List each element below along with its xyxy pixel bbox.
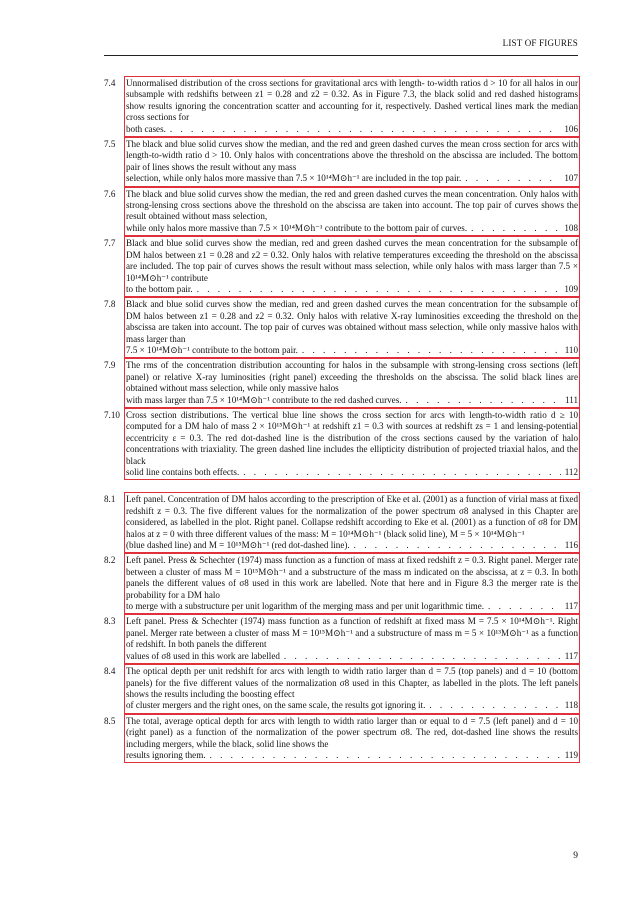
- figure-number: 8.2: [104, 555, 116, 566]
- dot-leader: [406, 395, 562, 406]
- page-ref: 112: [564, 467, 578, 477]
- toc-entry-8-3[interactable]: [104, 616, 578, 662]
- page-ref: 116: [564, 540, 578, 551]
- figure-number: 7.4: [104, 78, 116, 88]
- toc-entry-8-2[interactable]: [104, 555, 578, 612]
- dot-leader: [488, 601, 561, 612]
- figure-number: 8.4: [104, 666, 116, 677]
- figure-number: 7.7: [104, 238, 116, 249]
- entry-text: Left panel. Concentration of DM halos according to the prescription of Eke et al. (2001) as a function of virial mass at fixed redshift z = 0.3. The five different values for the normalization of the power spectrum σ8 analysed in this Chapter are considered, as labelled in the plot. Right panel. Collapse redshift according to Eke et al. (2001) as a function of σ8 for DM halos at z = 0 with three different values of the mass: M = 10¹⁴M⊙h⁻¹ (black solid line), M = 5 × 10¹⁴M⊙h⁻¹ (blue dashed line) and M = 10¹⁵M⊙h⁻¹ (red dot-dashed line). . . . 116: [126, 494, 578, 551]
- entry-text: The optical depth per unit redshift for arcs with length to width ratio larger than d = 7.5 (top panels) and d = 10 (bottom panels) for the five different values of the normalization σ8 used in this Chapter, as labelled in the plots. The left panels shows the results including the boosting effect of cluster mergers and the right ones, on the same scale, the results got ignoring it. . . . 118: [126, 666, 578, 712]
- dot-leader: [243, 467, 560, 478]
- entry-text: Left panel. Press & Schechter (1974) mass function as a function of mass at fixed redshift z = 0.3. Right panel. Merger rate between a cluster of mass M = 10¹⁵M⊙h⁻¹ and a substructure of the mass m indicated on the abscissa, at z = 0.3. In both panels the different values of σ8 used in this work are labelled. Note that here and in Figure 8.3 the merger rate is the probability for a DM halo to merge with a substructure per unit logarithm of the merging mass and per unit logarithmic time. . . . 117: [126, 555, 578, 612]
- page-ref: 118: [564, 700, 578, 711]
- dot-leader: [429, 700, 560, 711]
- figure-number: 8.5: [104, 715, 116, 726]
- page-ref: 107: [564, 173, 578, 184]
- header-rule: [104, 55, 578, 56]
- page-ref: 119: [564, 749, 578, 760]
- toc-entry-7-5[interactable]: [104, 139, 578, 185]
- toc-entry-7-9[interactable]: [104, 360, 578, 406]
- figure-number: 7.8: [104, 299, 116, 310]
- toc-entry-7-4[interactable]: [104, 78, 578, 135]
- dot-leader: [284, 651, 561, 662]
- page-ref: 117: [564, 650, 578, 661]
- entry-text: The rms of the concentration distribution accounting for halos in the subsample with strong-lensing cross sections (left panel) or relative X-ray luminosities (right panel) exceeding the thresholds on the abscissa. The solid black lines are obtained without mass selection, while only massive halos with mass larger than 7.5 × 10¹⁴M⊙h⁻¹ contribute to the red dashed curves. . . . 111: [126, 360, 578, 406]
- dot-leader: [210, 750, 561, 761]
- page-ref: 111: [565, 394, 578, 405]
- dot-leader: [465, 173, 560, 184]
- dot-leader: [197, 284, 561, 295]
- figure-number: 8.1: [104, 494, 116, 505]
- dot-leader: [170, 124, 560, 135]
- toc-entry-7-7[interactable]: [104, 238, 578, 295]
- figure-number: 7.5: [104, 139, 116, 150]
- dot-leader: [302, 345, 561, 356]
- toc-entry-8-1[interactable]: [104, 494, 578, 551]
- entry-text: The black and blue solid curves show the median, the red and green dashed curves the mean concentration. Only halos with strong-lensing cross sections above the threshold on the abscissa are taken into account. The top pair of curves shows the result obtained without mass selection, while only halos more massive than 7.5 × 10¹⁴M⊙h⁻¹ contribute to the bottom pair of curves. . . . 108: [126, 189, 578, 235]
- page-ref: 108: [564, 222, 578, 233]
- dot-leader: [354, 540, 561, 551]
- dot-leader: [471, 223, 560, 234]
- entry-text: Cross section distributions. The vertical blue line shows the cross section for arcs with length-to-width ratio d ≥ 10 computed for a DM halo of mass 2 × 10¹⁵M⊙h⁻¹ at redshift z1 = 0.3 with sources at redshift zs = 1 and lensing-potential eccentricity ε = 0.3. The red dot-dashed line is the distribution of the cross sections caused by the variation of halo concentrations with triaxiality. The green dashed line includes the ellipticity distribution of projected triaxial halos, and the black solid line contains both effects. . . . 112: [126, 410, 578, 478]
- page-ref: 117: [564, 601, 578, 612]
- page-ref: 106: [564, 123, 578, 134]
- toc-entry-8-4[interactable]: [104, 666, 578, 712]
- toc-entry-8-5[interactable]: [104, 716, 578, 762]
- figure-number: 7.10: [104, 409, 120, 420]
- entry-text: The black and blue solid curves show the median, and the red and green dashed curves the mean cross section for arcs with length-to-width ratio d > 10. Only halos with concentrations above the threshold on the abscissa are included. The bottom pair of lines shows the result without any mass selection, while only halos more massive than 7.5 × 10¹⁴M⊙h⁻¹ are included in the top pair. . . . 107: [126, 139, 578, 185]
- figure-number: 7.6: [104, 188, 116, 199]
- entry-text: Black and blue solid curves show the median, red and green dashed curves the mean concentration for the subsample of DM halos between z1 = 0.28 and z2 = 0.32. Only halos with relative X-ray luminosities exceeding the threshold on the abscissa are taken into account. The top pair of curves was obtained without mass selection, while only massive halos with mass larger than 7.5 × 10¹⁴M⊙h⁻¹ contribute to the bottom pair. . . . 110: [126, 299, 578, 356]
- entry-text: Unnormalised distribution of the cross sections for gravitational arcs with length- to-width ratios d > 10 for all halos in our subsample with redshifts between z1 = 0.28 and z2 = 0.32. As in Figure 7.3, the black solid and red dashed histograms show results ignoring the concentration scatter and accounting for it, respectively. Dashed vertical lines mark the median cross sections for both cases. . . . 106: [126, 78, 578, 135]
- toc-entry-7-8[interactable]: [104, 299, 578, 356]
- running-head: LIST OF FIGURES: [502, 38, 578, 48]
- figure-number: 7.9: [104, 360, 116, 371]
- toc-entry-7-6[interactable]: [104, 189, 578, 235]
- page-number: 9: [573, 851, 578, 861]
- entry-text: The total, average optical depth for arcs with length to width ratio larger than or equal to d = 7.5 (left panel) and d = 10 (right panel) as a function of the normalization of the power spectrum σ8. The red, dot-dashed line shows the results including mergers, while the black, solid line shows the results ignoring them. . . . 119: [126, 716, 578, 762]
- list-of-figures: [104, 78, 578, 765]
- page-ref: 110: [564, 344, 578, 355]
- toc-entry-7-10[interactable]: [104, 410, 578, 478]
- figure-number: 8.3: [104, 616, 116, 627]
- page-ref: 109: [564, 283, 578, 294]
- entry-text: Left panel. Press & Schechter (1974) mass function as a function of redshift at fixed mass M = 7.5 × 10¹⁴M⊙h⁻¹. Right panel. Merger rate between a cluster of mass M = 10¹⁵M⊙h⁻¹ and a substructure of mass m = 5 × 10¹³M⊙h⁻¹ as a function of redshift. In both panels the different values of σ8 used in this work are labelled . . . 117: [126, 616, 578, 662]
- entry-text: Black and blue solid curves show the median, red and green dashed curves the mean concentration for the subsample of DM halos between z1 = 0.28 and z2 = 0.32. Only halos with relative temperatures exceeding the threshold on the abscissa are included. The top pair of curves shows the result without mass selection, while only halos with mass larger than 7.5 × 10¹⁴M⊙h⁻¹ contribute to the bottom pair. . . . 109: [126, 238, 578, 295]
